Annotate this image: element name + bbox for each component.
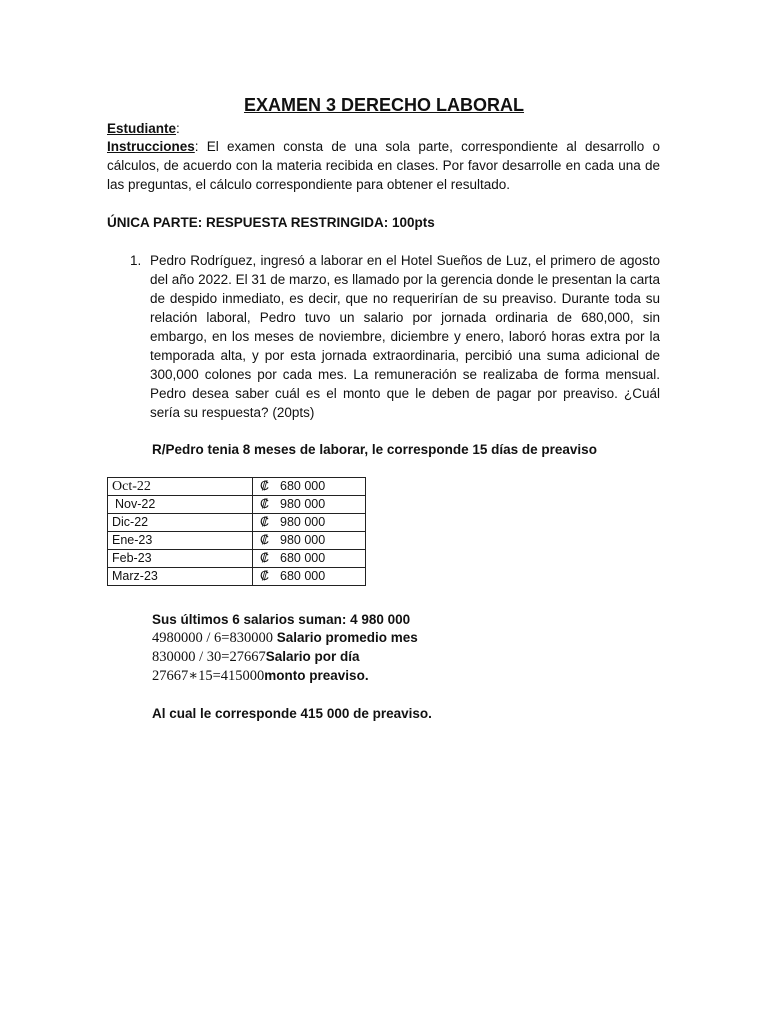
currency-symbol: ₡: [260, 479, 270, 493]
table-row: [108, 568, 366, 586]
amount-value: 980 000: [280, 533, 326, 547]
table-row: [108, 496, 366, 514]
formula-label: Salario por día: [265, 649, 360, 664]
amount-cell: [253, 532, 366, 550]
amount-value: 680 000: [280, 479, 326, 493]
question-1: [130, 251, 660, 422]
month-cell: Marz-23: [108, 568, 253, 586]
month-cell: Oct-22: [108, 478, 253, 496]
formula: 4980000 / 6=830000: [152, 630, 273, 646]
amount-cell: [253, 496, 366, 514]
question-number: 1.: [130, 253, 142, 268]
month-cell: Feb-23: [108, 550, 253, 568]
table-row: [108, 478, 366, 496]
amount-value: 980 000: [280, 497, 326, 511]
formula: 830000 / 30=27667: [152, 649, 266, 665]
formula-label: monto preaviso.: [264, 668, 369, 683]
student-colon: :: [176, 121, 180, 136]
sum-line: Sus últimos 6 salarios suman: 4 980 000: [152, 612, 411, 627]
answer-intro: R/Pedro tenia 8 meses de laborar, le corresponde 15 días de preaviso: [152, 442, 597, 457]
month-cell: Ene-23: [108, 532, 253, 550]
salary-table: [107, 477, 366, 586]
formula-label: Salario promedio mes: [272, 630, 418, 645]
amount-cell: [253, 550, 366, 568]
currency-symbol: ₡: [260, 497, 270, 511]
page-title: EXAMEN 3 DERECHO LABORAL: [243, 95, 525, 115]
calculation-line: [152, 647, 360, 667]
table-row: [108, 514, 366, 532]
section-heading: ÚNICA PARTE: RESPUESTA RESTRINGIDA: 100pts: [107, 215, 435, 230]
currency-symbol: ₡: [260, 551, 270, 565]
calculation-line: [152, 666, 369, 686]
instructions-text: : El examen consta de una sola parte, correspondiente al desarrollo o cálculos, de acuerdo con la materia recibida en clases. Por favor desarrolle en cada una de las preguntas, el cálculo correspondiente para obtener el resultado.: [107, 139, 660, 192]
month-cell: Nov-22: [108, 496, 253, 514]
amount-value: 980 000: [280, 515, 326, 529]
student-label: Estudiante: [107, 121, 177, 136]
conclusion: Al cual le corresponde 415 000 de preaviso.: [152, 706, 432, 721]
currency-symbol: ₡: [260, 515, 270, 529]
amount-value: 680 000: [280, 569, 326, 583]
calculation-line: [152, 628, 418, 648]
amount-value: 680 000: [280, 551, 326, 565]
amount-cell: [253, 568, 366, 586]
table-row: [108, 550, 366, 568]
instructions-paragraph: [107, 137, 660, 194]
question-text: Pedro Rodríguez, ingresó a laborar en el Hotel Sueños de Luz, el primero de agosto del año 2022. El 31 de marzo, es llamado por la gerencia donde le presentan la carta de despido inmediato, es decir, que no requerirían de su preaviso. Durante toda su relación laboral, Pedro tuvo un salario por jornada ordinaria de 680,000, sin embargo, en los meses de noviembre, diciembre y enero, laboró horas extra por la temporada alta, y por esta jornada extraordinaria, percibió una suma adicional de 300,000 colones por cada mes. La remuneración se realizaba de forma mensual. Pedro desea saber cuál es el monto que le deben de pagar por preaviso. ¿Cuál sería su respuesta? (20pts): [150, 253, 660, 420]
student-line: [107, 119, 660, 138]
table-row: [108, 532, 366, 550]
amount-cell: [253, 514, 366, 532]
month-cell: Dic-22: [108, 514, 253, 532]
amount-cell: [253, 478, 366, 496]
formula: 27667∗15=415000: [152, 668, 265, 684]
currency-symbol: ₡: [260, 533, 270, 547]
currency-symbol: ₡: [260, 569, 270, 583]
instructions-label: Instrucciones: [107, 139, 195, 154]
